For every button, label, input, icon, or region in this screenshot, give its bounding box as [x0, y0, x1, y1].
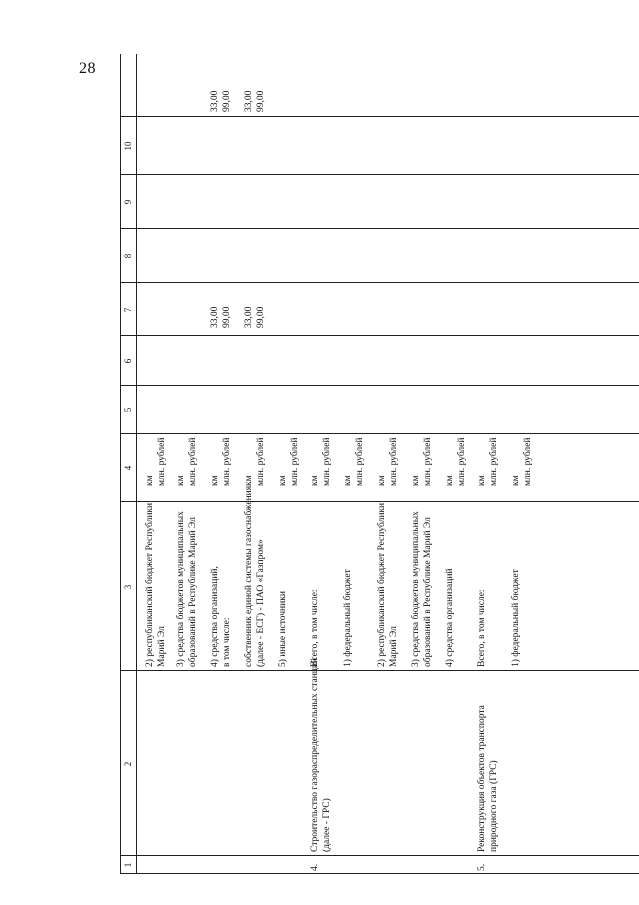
- row-units: км млн. рублей: [445, 437, 467, 486]
- column-header-3: 3: [123, 584, 133, 590]
- column-line: [120, 501, 639, 502]
- column-line: [120, 335, 639, 336]
- row-units: км млн. рублей: [377, 437, 399, 486]
- value-col-7: 33,00 99,00: [244, 306, 266, 328]
- row-label: собственник единой системы газоснабжения (далее - ЕСГ) - ПАО «Газпром»: [244, 485, 266, 667]
- column-line: [120, 433, 639, 434]
- column-header-9: 9: [123, 199, 133, 205]
- row-units: км млн. рублей: [278, 437, 300, 486]
- row-units: км млн. рублей: [176, 437, 198, 486]
- column-line: [120, 385, 639, 386]
- column-line: [120, 174, 639, 175]
- row-label: Всего, в том числе:: [477, 589, 487, 667]
- value-col-7: 33,00 99,00: [210, 306, 232, 328]
- column-line: [120, 228, 639, 229]
- column-header-8: 8: [123, 253, 133, 259]
- column-header-7: 7: [123, 307, 133, 313]
- row-units: км млн. рублей: [477, 437, 499, 486]
- row-label: 3) средства бюджетов муниципальных образований в Республике Марий Эл: [176, 511, 198, 667]
- column-header-6: 6: [123, 358, 133, 364]
- row-label: 1) федеральный бюджет: [343, 569, 353, 667]
- row-units: км млн. рублей: [244, 437, 266, 486]
- value-col-10: 33,00 99,00: [244, 90, 266, 112]
- column-line: [120, 282, 639, 283]
- column-line: [120, 873, 639, 874]
- value-col-10: 33,00 99,00: [210, 90, 232, 112]
- column-header-5: 5: [123, 407, 133, 413]
- header-bottom-line: [136, 54, 137, 874]
- row-units: км млн. рублей: [343, 437, 365, 486]
- row-label: 5) иные источники: [278, 591, 288, 667]
- row-units: км млн. рублей: [511, 437, 533, 486]
- row-label: Всего, в том числе:: [310, 589, 320, 667]
- column-line: [120, 855, 639, 856]
- column-header-10: 10: [123, 141, 133, 151]
- row-label: 4) средства организаций: [445, 568, 455, 667]
- row-name: Реконструкция объектов транспорта природного газа (ГРС): [477, 705, 499, 852]
- page-number: 28: [79, 60, 96, 77]
- row-units: км млн. рублей: [145, 437, 167, 486]
- header-top-line: [120, 54, 121, 874]
- column-header-2: 2: [123, 761, 133, 767]
- row-name: Строительство газораспределительных станций (далее - ГРС): [310, 657, 332, 852]
- row-label: 2) республиканский бюджет Республики Марий Эл: [377, 502, 399, 667]
- row-units: км млн. рублей: [411, 437, 433, 486]
- row-label: 4) средства организаций, в том числе:: [210, 566, 232, 667]
- row-label: 1) федеральный бюджет: [511, 569, 521, 667]
- rotated-table: [120, 54, 639, 874]
- row-units: км млн. рублей: [210, 437, 232, 486]
- row-label: 3) средства бюджетов муниципальных образований в Республике Марий Эл: [411, 511, 433, 667]
- row-units: км млн. рублей: [310, 437, 332, 486]
- column-header-4: 4: [123, 465, 133, 471]
- row-label: 2) республиканский бюджет Республики Марий Эл: [145, 502, 167, 667]
- row-number: 4.: [310, 863, 320, 871]
- column-line: [120, 670, 639, 671]
- column-line: [120, 116, 639, 117]
- column-header-1: 1: [123, 862, 133, 868]
- row-number: 5.: [477, 863, 487, 871]
